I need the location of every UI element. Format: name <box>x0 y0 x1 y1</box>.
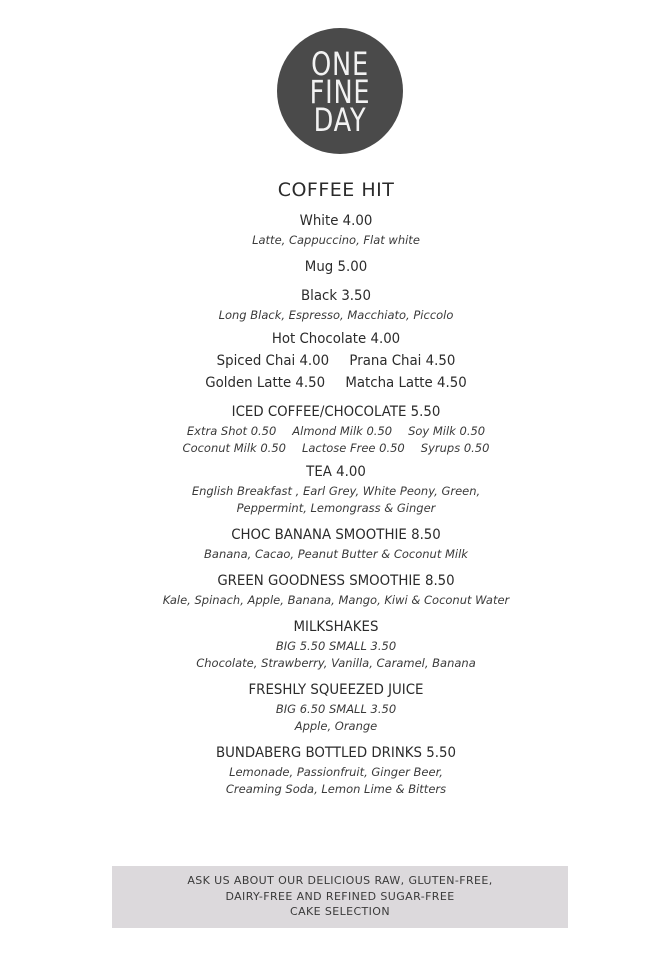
logo-line-1: ONE <box>311 45 369 83</box>
extra-coconut-milk: Coconut Milk 0.50 <box>182 441 286 455</box>
item-milkshakes-desc: Chocolate, Strawberry, Vanilla, Caramel, Banana <box>196 656 476 670</box>
item-tea-desc-1: English Breakfast , Earl Grey, White Peony, Green, <box>191 484 481 498</box>
extras-row-1 <box>0 423 672 440</box>
logo <box>277 28 403 154</box>
extra-soy-milk: Soy Milk 0.50 <box>408 424 486 438</box>
logo-line-3: DAY <box>313 101 367 139</box>
item-bundaberg-desc-2: Creaming Soda, Lemon Lime & Bitters <box>225 782 447 796</box>
extra-syrups: Syrups 0.50 <box>420 441 490 455</box>
item-choc-banana: CHOC BANANA SMOOTHIE 8.50 <box>231 527 441 543</box>
item-white: White 4.00 <box>299 213 373 229</box>
cake-note-banner <box>112 866 568 928</box>
menu-list <box>0 178 672 798</box>
item-golden-latte: Golden Latte 4.50 <box>205 375 326 391</box>
item-juice: FRESHLY SQUEEZED JUICE <box>248 682 424 698</box>
item-matcha-latte: Matcha Latte 4.50 <box>345 375 467 391</box>
item-hot-chocolate: Hot Chocolate 4.00 <box>271 331 401 347</box>
item-prana-chai: Prana Chai 4.50 <box>349 353 456 369</box>
item-white-desc: Latte, Cappuccino, Flat white <box>252 233 420 247</box>
item-row-lattes <box>27 372 645 394</box>
logo-line-2: FINE <box>309 73 371 111</box>
item-green-goodness-desc: Kale, Spinach, Apple, Banana, Mango, Kiwi & Coconut Water <box>162 593 510 607</box>
extras-row-2 <box>0 440 672 457</box>
extra-shot: Extra Shot 0.50 <box>186 424 277 438</box>
item-bundaberg: BUNDABERG BOTTLED DRINKS 5.50 <box>216 745 456 761</box>
item-tea-desc-2: Peppermint, Lemongrass & Ginger <box>236 501 436 515</box>
item-tea: TEA 4.00 <box>306 464 366 480</box>
item-iced: ICED COFFEE/CHOCOLATE 5.50 <box>231 404 441 420</box>
item-milkshakes-sizes: BIG 5.50 SMALL 3.50 <box>275 639 397 653</box>
item-row-chai <box>27 350 645 372</box>
item-mug: Mug 5.00 <box>304 259 368 275</box>
item-milkshakes: MILKSHAKES <box>293 619 379 635</box>
extra-almond-milk: Almond Milk 0.50 <box>292 424 393 438</box>
item-black-desc: Long Black, Espresso, Macchiato, Piccolo <box>218 308 454 322</box>
extra-lactose-free: Lactose Free 0.50 <box>301 441 405 455</box>
item-green-goodness: GREEN GOODNESS SMOOTHIE 8.50 <box>217 573 455 589</box>
item-juice-sizes: BIG 6.50 SMALL 3.50 <box>275 702 397 716</box>
note-line-2: DAIRY-FREE AND REFINED SUGAR-FREE <box>225 889 455 903</box>
item-choc-banana-desc: Banana, Cacao, Peanut Butter & Coconut Milk <box>204 547 468 561</box>
item-spiced-chai: Spiced Chai 4.00 <box>216 353 330 369</box>
note-line-1: ASK US ABOUT OUR DELICIOUS RAW, GLUTEN-FREE, <box>187 874 493 887</box>
item-juice-desc: Apple, Orange <box>294 719 378 733</box>
note-line-3: CAKE SELECTION <box>289 905 390 918</box>
item-black: Black 3.50 <box>300 288 372 304</box>
menu-title: COFFEE HIT <box>277 179 395 201</box>
item-bundaberg-desc-1: Lemonade, Passionfruit, Ginger Beer, <box>229 765 443 779</box>
